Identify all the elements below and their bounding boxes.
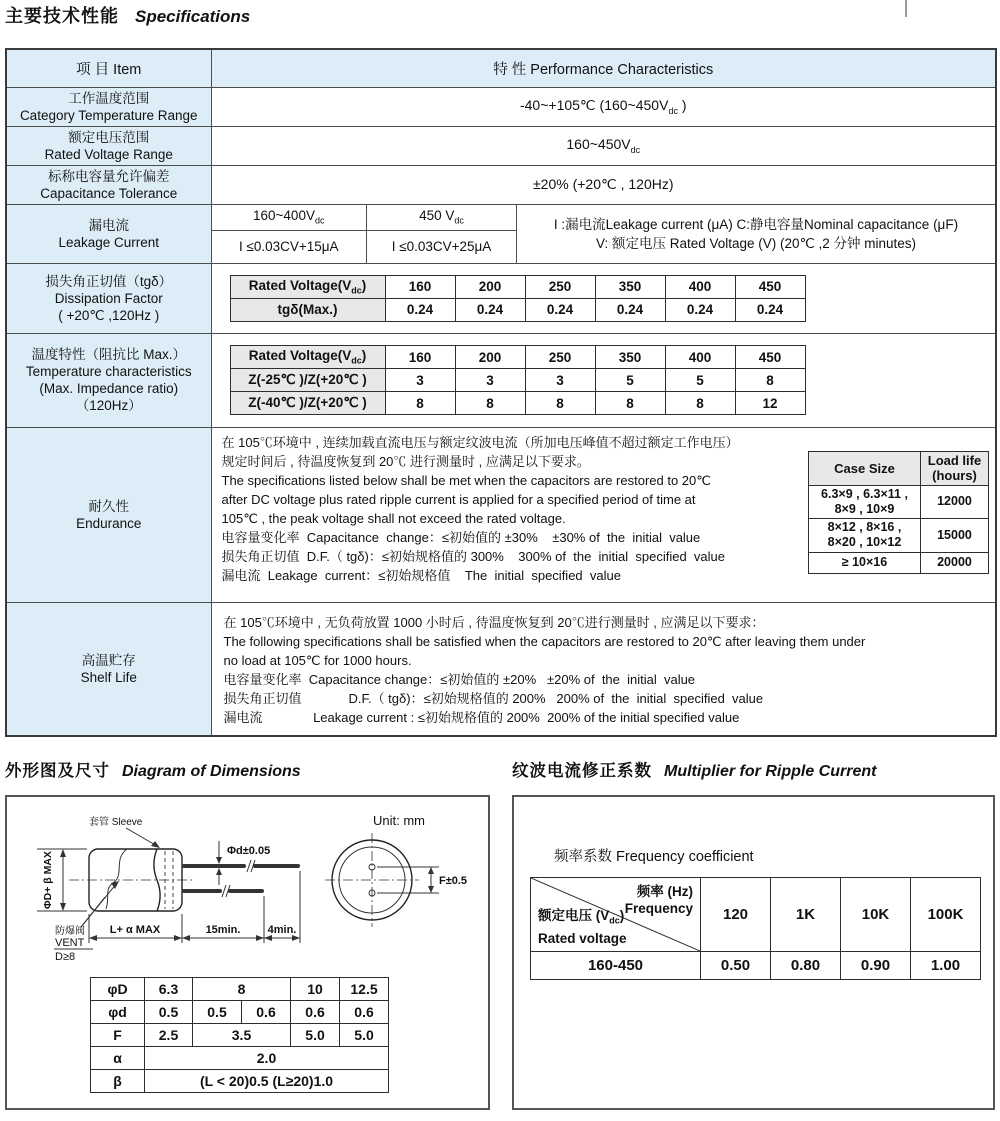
diagonal-header-cell (531, 878, 701, 952)
dimension-table (90, 977, 389, 1093)
row-rated-voltage (6, 126, 996, 165)
freq-cell: 1K (771, 878, 841, 952)
rated-voltage-header (230, 346, 385, 369)
dim-label: φD (91, 978, 145, 1001)
lead-min4-label: 4min. (267, 924, 297, 936)
value-cell: 5 (665, 369, 735, 392)
temp-char-table (230, 345, 806, 415)
dissipation-voltage-row (230, 275, 805, 298)
dim-row-phiD (91, 978, 389, 1001)
temp-char-content (211, 333, 996, 427)
voltage-cell: 250 (525, 346, 595, 369)
sleeve-label: 套管 Sleeve (89, 817, 143, 828)
text-line: 规定时间后 , 待温度恢复到 20℃ 进行测量时 , 应满足以下要求。 (221, 453, 590, 469)
label-en: Category Temperature Range (19, 107, 198, 123)
value-text: 8×9 , 10×9 (834, 501, 895, 516)
value-cell: 8 (665, 392, 735, 415)
value-cell: 8 (385, 392, 455, 415)
value-subscript: dc (668, 105, 678, 116)
label-en: Leakage Current (58, 234, 160, 250)
row-leakage (6, 204, 996, 263)
value-text: ) (361, 277, 367, 293)
leakage-note (517, 205, 996, 263)
text-line: 损失角正切值 D.F.（ tgδ)：≤初始规格值的 200% 200% of the initial specified value (223, 690, 764, 706)
load-life-row (809, 552, 989, 573)
rated-voltage-label (6, 126, 211, 165)
label-zh: 温度特性（阻抗比 Max.） (31, 347, 186, 362)
value-text: ) (619, 908, 625, 924)
header-performance: 特 性 Performance Characteristics (211, 49, 996, 87)
dim-cell: 2.5 (145, 1024, 193, 1047)
leakage-subtable (212, 205, 996, 263)
case-size-cell: ≥ 10×16 (809, 552, 921, 573)
case-size-header: Case Size (809, 451, 921, 485)
page-title-zh: 主要技术性能 (5, 6, 119, 26)
label-en: Dissipation Factor (54, 290, 163, 306)
dim-cell: 5.0 (340, 1024, 389, 1047)
text-line: 在 105℃环境中 , 无负荷放置 1000 小时后 , 待温度恢复到 20℃进行测量时 , 应满足以下要求： (223, 614, 765, 630)
heading-en: Multiplier for Ripple Current (664, 763, 877, 780)
text-line: after DC voltage plus rated ripple current is applied for a specified period of time at (221, 491, 696, 507)
label-zh: 漏电流 (88, 217, 129, 233)
impedance-ratio-label: Z(-25℃ )/Z(+20℃ ) (230, 369, 385, 392)
dim-cell: 5.0 (291, 1024, 340, 1047)
leakage-content (211, 204, 996, 263)
label-zh: 工作温度范围 (68, 90, 150, 106)
label-en: （120Hz） (75, 398, 142, 413)
shelf-life-content (211, 602, 996, 736)
dim-cell: 8 (193, 978, 291, 1001)
label-en: Rated Voltage Range (44, 146, 173, 162)
page-title (5, 2, 250, 28)
vent-label-zh: 防爆阀 (55, 926, 85, 937)
dissipation-value-row (230, 298, 805, 321)
value-text: Frequency (624, 901, 693, 916)
voltage-cell: 450 (735, 346, 805, 369)
ripple-data-row (531, 952, 981, 980)
row-dissipation (6, 263, 996, 333)
dim-cell: 0.5 (145, 1001, 193, 1024)
load-life-header (921, 451, 989, 485)
text-line: 漏电流 Leakage current：≤初始规格值 The initial specified value (221, 567, 621, 583)
leakage-formula-2: I ≤0.03CV+25μA (367, 231, 517, 263)
dim-cell: 3.5 (193, 1024, 291, 1047)
dissipation-content (211, 263, 996, 333)
voltage-cell: 160 (385, 275, 455, 298)
value-text: 频率 (Hz) (636, 884, 693, 899)
tolerance-label (6, 165, 211, 204)
value-text: ) (677, 97, 687, 114)
dim-cell: (L < 20)0.5 (L≥20)1.0 (145, 1070, 389, 1093)
leakage-range-row (212, 205, 996, 231)
freq-cell: 100K (911, 878, 981, 952)
row-shelf-life (6, 602, 996, 736)
value-cell: 0.24 (735, 298, 805, 321)
text-line: 电容量变化率 Capacitance change：≤初始值的 ±30% ±30% of the initial value (221, 529, 701, 545)
body-diameter-label: ΦD+ β MAX (42, 851, 54, 909)
text-line: no load at 105℃ for 1000 hours. (223, 652, 412, 668)
value-cell: 0.24 (385, 298, 455, 321)
label-en: Temperature characteristics (25, 364, 192, 379)
dim-row-beta (91, 1070, 389, 1093)
dim-row-F (91, 1024, 389, 1047)
frequency-coefficient-subtitle: 频率系数 Frequency coefficient (554, 849, 754, 865)
load-life-row (809, 518, 989, 552)
value-subscript: dc (314, 216, 325, 227)
label-en: (Max. Impedance ratio) (39, 381, 179, 396)
rated-voltage-value (211, 126, 996, 165)
leakage-label (6, 204, 211, 263)
value-text: 160~450V (566, 136, 631, 153)
capacitor-dimension-drawing (7, 801, 492, 973)
hours-cell: 20000 (921, 552, 989, 573)
coefficient-cell: 0.50 (701, 952, 771, 980)
leakage-note-line1: I :漏电流Leakage current (μA) C:静电容量Nominal capacitance (μF) (553, 216, 959, 232)
specifications-table (5, 48, 997, 737)
voltage-cell: 160 (385, 346, 455, 369)
text-line: The specifications listed below shall be met when the capacitors are restored to 20℃ (221, 472, 711, 488)
unit-label: Unit: mm (373, 813, 425, 828)
load-life-table (808, 451, 989, 574)
value-subscript: dc (351, 285, 362, 296)
label-en: ( +20℃ ,120Hz ) (58, 307, 160, 323)
voltage-axis-label (538, 907, 627, 947)
lead-spacing-label: F±0.5 (439, 875, 468, 887)
spec-header-row (6, 49, 996, 87)
value-text: 额定电压 (V (538, 908, 610, 924)
rated-voltage-header (230, 275, 385, 298)
value-subscript: dc (609, 916, 620, 926)
value-cell: 8 (595, 392, 665, 415)
dim-cell: 0.6 (291, 1001, 340, 1024)
label-zh: 耐久性 (88, 498, 129, 514)
dim-cell: 2.0 (145, 1047, 389, 1070)
value-cell: 3 (385, 369, 455, 392)
voltage-cell: 350 (595, 346, 665, 369)
value-cell: 8 (735, 369, 805, 392)
dissipation-label (6, 263, 211, 333)
freq-cell: 120 (701, 878, 771, 952)
voltage-cell: 400 (665, 346, 735, 369)
text-line: 漏电流 Leakage current : ≤初始规格值的 200% 200% of the initial specified value (223, 709, 740, 725)
dim-cell: 12.5 (340, 978, 389, 1001)
temp-char-label (6, 333, 211, 427)
impedance-row-minus40 (230, 392, 805, 415)
dim-row-alpha (91, 1047, 389, 1070)
value-text: 450 V (419, 208, 455, 224)
body-length-label: L+ α MAX (109, 924, 161, 936)
row-temp-range (6, 87, 996, 126)
tolerance-value: ±20% (+20℃ , 120Hz) (211, 165, 996, 204)
vent-dia-label: D≥8 (55, 951, 76, 963)
coefficient-cell: 0.90 (841, 952, 911, 980)
temp-range-label (6, 87, 211, 126)
endurance-content (211, 427, 996, 602)
dim-cell: 0.6 (242, 1001, 291, 1024)
scan-artifact-mark (905, 0, 907, 17)
value-cell: 0.24 (665, 298, 735, 321)
heading-en: Diagram of Dimensions (122, 763, 301, 780)
value-subscript: dc (630, 144, 641, 155)
leakage-range-2 (367, 205, 517, 231)
dim-cell: 6.3 (145, 978, 193, 1001)
text-line: 在 105℃环境中 , 连续加载直流电压与额定纹波电流（所加电压峰值不超过额定工作电压） (221, 434, 739, 450)
header-item: 项 目 Item (6, 49, 211, 87)
label-en: Capacitance Tolerance (40, 185, 178, 201)
voltage-cell: 400 (665, 275, 735, 298)
impedance-row-minus25 (230, 369, 805, 392)
temp-char-voltage-row (230, 346, 805, 369)
voltage-cell: 250 (525, 275, 595, 298)
voltage-cell: 200 (455, 275, 525, 298)
label-zh: 标称电容量允许偏差 (48, 168, 170, 184)
temp-range-value (211, 87, 996, 126)
dim-row-phid (91, 1001, 389, 1024)
dim-cell: 10 (291, 978, 340, 1001)
value-text: Rated Voltage(V (248, 348, 352, 364)
ripple-section-heading (512, 757, 876, 781)
text-line: 电容量变化率 Capacitance change：≤初始值的 ±20% ±20% of the initial value (223, 671, 696, 687)
value-cell: 5 (595, 369, 665, 392)
dimensions-box (5, 795, 490, 1110)
voltage-range-cell: 160-450 (531, 952, 701, 980)
dim-label: α (91, 1047, 145, 1070)
frequency-axis-label (625, 883, 693, 917)
vent-label-en: VENT (55, 937, 85, 949)
row-endurance (6, 427, 996, 602)
page-title-en: Specifications (135, 7, 251, 26)
leakage-note-line2: V: 额定电压 Rated Voltage (V) (20℃ ,2 分钟 minutes) (595, 235, 917, 251)
value-cell: 8 (455, 392, 525, 415)
coefficient-cell: 0.80 (771, 952, 841, 980)
voltage-cell: 450 (735, 275, 805, 298)
text-line: 损失角正切值 D.F.（ tgδ)：≤初始规格值的 300% 300% of the initial specified value (221, 548, 725, 564)
leakage-formula-1: I ≤0.03CV+15μA (212, 231, 367, 263)
leakage-range-1 (212, 205, 367, 231)
dim-cell: 0.6 (340, 1001, 389, 1024)
case-size-cell (809, 518, 921, 552)
impedance-ratio-label: Z(-40℃ )/Z(+20℃ ) (230, 392, 385, 415)
value-text: 8×12 , 8×16 , (827, 520, 902, 534)
ripple-multiplier-box (512, 795, 995, 1110)
dim-cell: 0.5 (193, 1001, 242, 1024)
value-text: 8×20 , 10×12 (827, 535, 902, 549)
voltage-cell: 200 (455, 346, 525, 369)
row-tolerance (6, 165, 996, 204)
case-size-cell (809, 485, 921, 518)
value-text: Load life (927, 453, 982, 468)
ripple-coefficient-table (530, 877, 981, 980)
value-text: Rated Voltage(V (248, 277, 352, 293)
hours-cell: 15000 (921, 518, 989, 552)
ripple-header-row (531, 878, 981, 952)
freq-cell: 10K (841, 878, 911, 952)
dim-label: φd (91, 1001, 145, 1024)
dim-label: F (91, 1024, 145, 1047)
text-line: 105℃ , the peak voltage shall not exceed the rated voltage. (221, 510, 566, 526)
value-cell: 0.24 (525, 298, 595, 321)
text-line: The following specifications shall be satisfied when the capacitors are restored to 20℃ after leaving them under (223, 633, 866, 649)
load-life-row (809, 485, 989, 518)
dimensions-section-heading (5, 757, 301, 781)
label-zh: 额定电压范围 (68, 129, 150, 145)
value-text (538, 907, 627, 930)
lead-min15-label: 15min. (205, 924, 241, 936)
endurance-label (6, 427, 211, 602)
heading-zh: 外形图及尺寸 (5, 762, 110, 780)
value-text: ) (361, 348, 367, 364)
value-cell: 12 (735, 392, 805, 415)
heading-zh: 纹波电流修正系数 (512, 762, 652, 780)
lead-diameter-label: Φd±0.05 (227, 845, 271, 857)
value-subscript: dc (351, 355, 362, 366)
dim-label: β (91, 1070, 145, 1093)
row-temp-characteristics (6, 333, 996, 427)
endurance-text (222, 433, 803, 585)
hours-cell: 12000 (921, 485, 989, 518)
value-text: 160~400V (253, 208, 315, 224)
coefficient-cell: 1.00 (911, 952, 981, 980)
value-text: 6.3×9 , 6.3×11 , (821, 486, 908, 501)
value-text: Rated voltage (538, 931, 627, 946)
label-en: Endurance (76, 515, 142, 531)
value-cell: 0.24 (455, 298, 525, 321)
value-subscript: dc (454, 216, 464, 227)
voltage-cell: 350 (595, 275, 665, 298)
load-life-header-row (809, 451, 989, 485)
value-cell: 3 (455, 369, 525, 392)
dissipation-table (230, 275, 806, 322)
value-text: (hours) (932, 468, 977, 483)
value-text: -40~+105℃ (160~450V (519, 97, 669, 114)
label-zh: 高温贮存 (81, 652, 136, 668)
tgd-max-label: tgδ(Max.) (230, 298, 385, 321)
shelf-life-label (6, 602, 211, 736)
value-cell: 3 (525, 369, 595, 392)
value-cell: 0.24 (595, 298, 665, 321)
label-zh: 损失角正切值（tgδ） (45, 273, 173, 289)
label-en: Shelf Life (80, 669, 137, 685)
value-cell: 8 (525, 392, 595, 415)
